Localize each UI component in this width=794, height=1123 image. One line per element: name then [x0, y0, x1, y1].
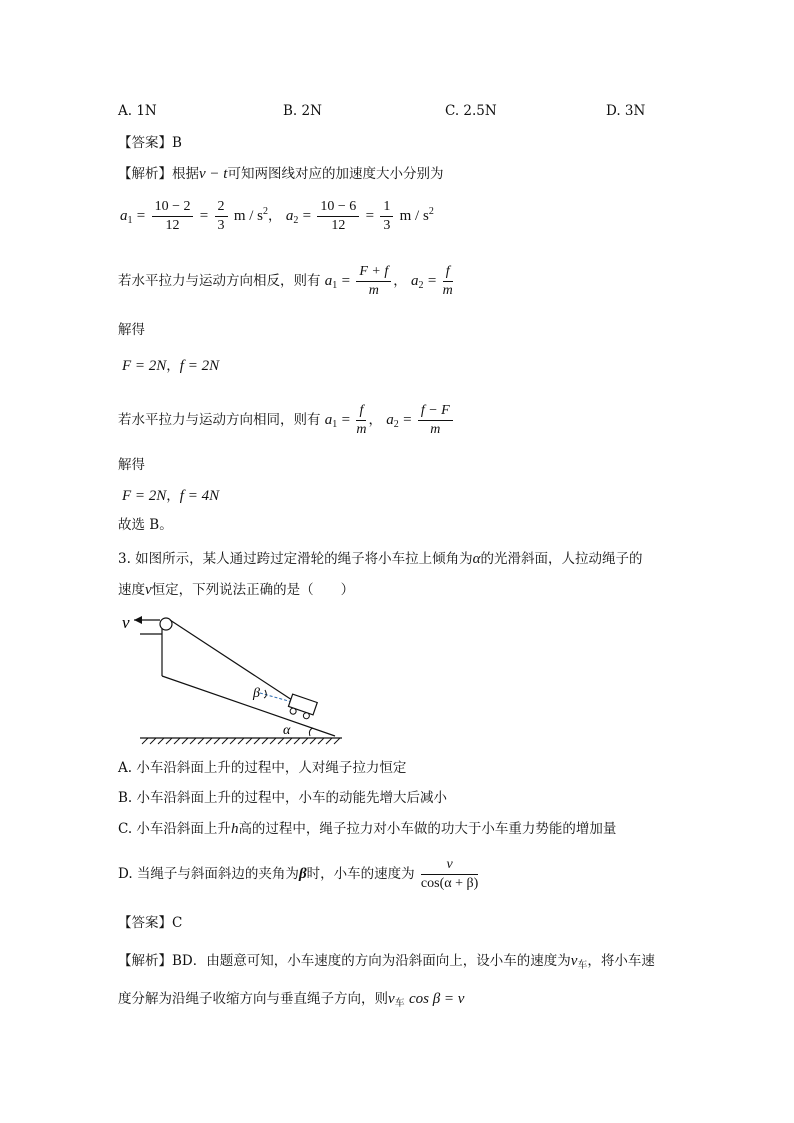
analysis-3-line-1: 【解析】BD．由题意可知，小车速度的方向为沿斜面向上，设小车的速度为$v_车$，将小车速	[118, 953, 655, 971]
cart-icon	[286, 694, 317, 720]
incline-pulley-diagram	[110, 608, 350, 748]
option-c-q3: C. 小车沿斜面上升h高的过程中，绳子拉力对小车做的功大于小车重力势能的增加量	[118, 821, 617, 837]
v-label: v	[122, 613, 130, 632]
ground-hatching	[142, 738, 340, 744]
result-2: F = 2N，f = 4N	[122, 488, 220, 504]
analysis-intro-post: 可知两图线对应的加速度大小分别为	[227, 166, 444, 182]
velocity-arrowhead	[134, 616, 142, 624]
a1-symbol: $a_1$	[120, 208, 133, 226]
a2-result: $\frac{1}{3}$	[380, 200, 393, 233]
option-d-q3: D. 当绳子与斜面斜边的夹角为β时，小车的速度为 $\frac{v}{\cos(\alpha + \beta)}$	[118, 857, 479, 891]
answer-tag: 【答案】	[118, 915, 172, 931]
result-1: F = 2N，f = 2N	[122, 358, 220, 374]
question-3-line-2: 速度v恒定，下列说法正确的是（ ）	[118, 582, 355, 598]
case-2-line: 若水平拉力与运动方向相同，则有 $a_1$ = $\frac{f}{m}$ ， $a_2$ = $\frac{f - F}{m}$	[118, 404, 455, 437]
solve-label-1: 解得	[118, 322, 145, 338]
beta-label: β	[253, 686, 260, 701]
conclusion-1: 故选 B。	[118, 517, 173, 533]
answer-tag: 【答案】	[118, 135, 172, 151]
a2-fraction: $\frac{10 - 6}{12}$	[317, 200, 359, 233]
case-1-text: 若水平拉力与运动方向相反，则有	[118, 273, 321, 289]
rope	[170, 620, 292, 700]
a2-symbol: $a_2$	[285, 208, 299, 226]
answer-block-1	[118, 137, 182, 151]
a1-result: $\frac{2}{3}$	[215, 200, 228, 233]
answer-value: B	[172, 135, 182, 151]
option-d-fraction: $\frac{v}{\cos(\alpha + \beta)}$	[420, 857, 479, 891]
option-d-prev: D. 3N	[606, 103, 646, 119]
answer-value: C	[172, 915, 183, 931]
option-b-q3: B. 小车沿斜面上升的过程中，小车的动能先增大后减小	[118, 790, 448, 806]
option-c-prev: C. 2.5N	[445, 103, 497, 119]
option-a-prev: A. 1N	[118, 103, 157, 119]
case-1-a2-fraction: $\frac{f}{m}$	[442, 264, 453, 298]
analysis-tag: 【解析】	[118, 166, 172, 182]
case-1-line: 若水平拉力与运动方向相反，则有 $a_1$ = $\frac{F + f}{m}$ ， $a_2$ = $\frac{f}{m}$	[118, 264, 453, 298]
case-1-a1-fraction: $\frac{F + f}{m}$	[356, 265, 391, 298]
case-2-a2-fraction: $\frac{f - F}{m}$	[418, 404, 453, 437]
option-b-prev: B. 2N	[283, 103, 322, 119]
option-a-q3: A. 小车沿斜面上升的过程中，人对绳子拉力恒定	[118, 760, 407, 776]
answer-block-3	[118, 917, 182, 931]
case-2-text: 若水平拉力与运动方向相同，则有	[118, 412, 321, 428]
unit-1: m / $s^2$	[233, 206, 269, 224]
solve-label-2: 解得	[118, 457, 145, 473]
unit-2: m / $s^2$	[399, 206, 434, 224]
acceleration-equations: $a_1$ = $\frac{10 - 2}{12}$ = $\frac{2}{3}$ m / $s^2$， $a_2$ = $\frac{10 - 6}{12}$ = $\frac{1}{3}$ m / $s^2$	[120, 199, 434, 233]
case-2-a1-fraction: $\frac{f}{m}$	[356, 403, 367, 437]
analysis-3-line-2: 度分解为沿绳子收缩方向与垂直绳子方向，则$v_车$ cos β = v	[118, 991, 465, 1009]
analysis-intro-pre: 根据	[172, 166, 199, 182]
alpha-arc	[309, 728, 313, 736]
question-3-line-1: 3. 如图所示，某人通过跨过定滑轮的绳子将小车拉上倾角为α的光滑斜面，人拉动绳子的	[118, 551, 643, 567]
alpha-label: α	[283, 723, 291, 738]
analysis-intro-1	[118, 167, 443, 182]
a1-fraction: $\frac{10 - 2}{12}$	[152, 200, 194, 233]
vt-symbol: v − t	[199, 166, 228, 182]
